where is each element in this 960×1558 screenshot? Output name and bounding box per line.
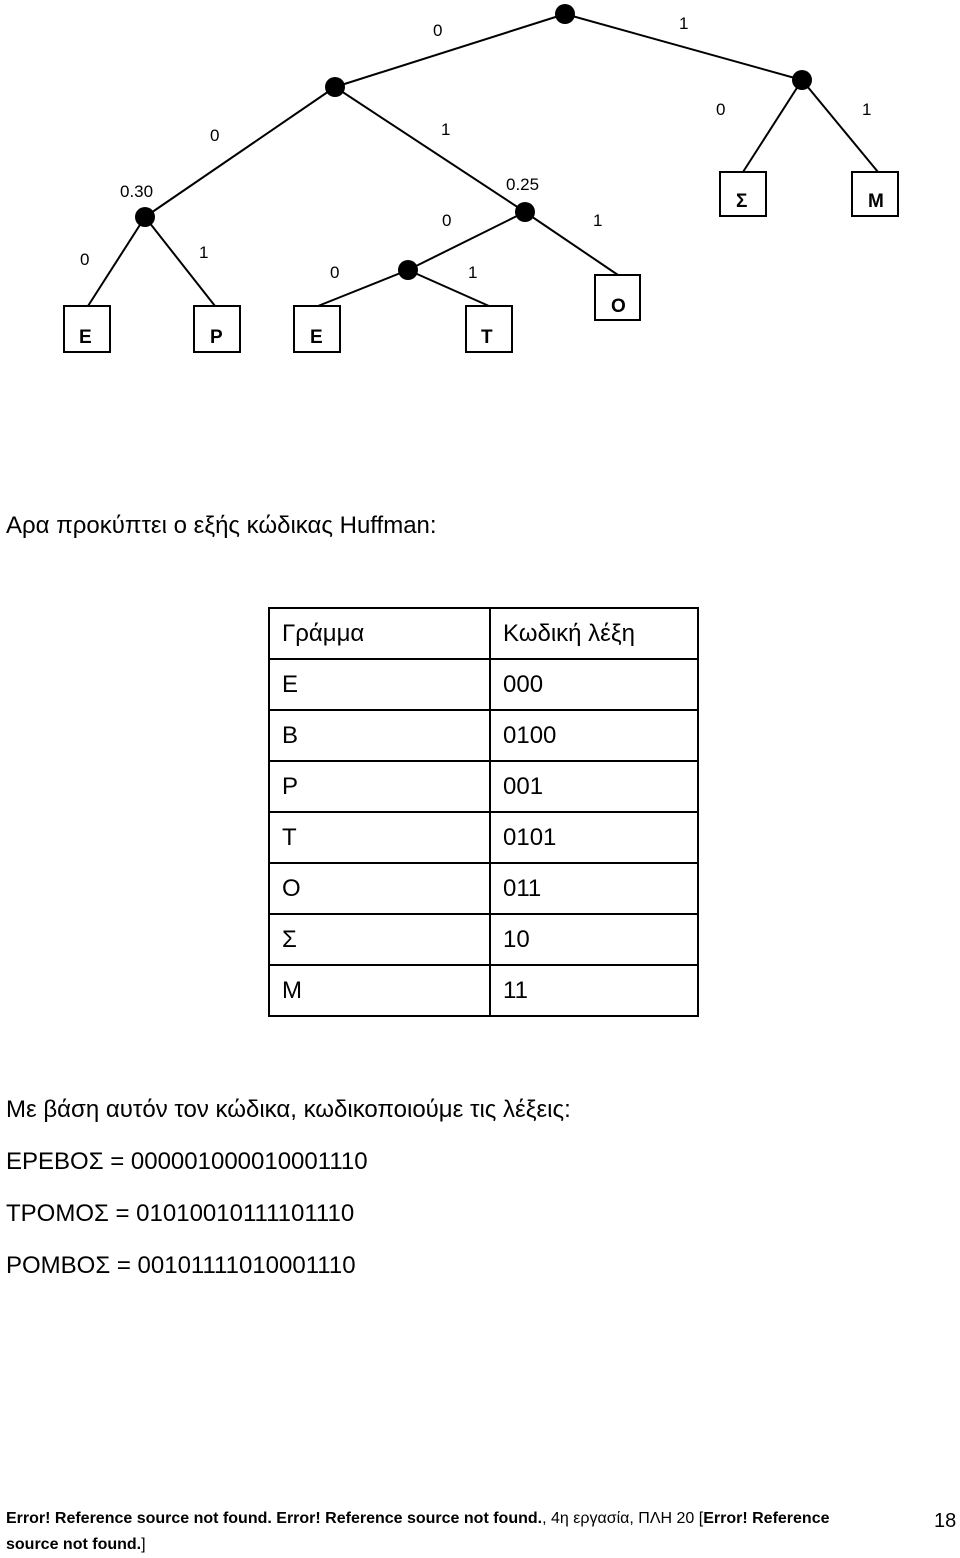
table-cell-code: 011 xyxy=(490,863,698,914)
table-header-row xyxy=(269,608,698,659)
leaf-label: Ε xyxy=(310,327,323,348)
table-row xyxy=(269,761,698,812)
edge-labels xyxy=(80,14,871,282)
leaf-label: Ρ xyxy=(210,327,223,348)
edge-label: 1 xyxy=(199,243,209,262)
edge-r-left xyxy=(743,80,802,172)
node-right xyxy=(792,70,812,90)
leaf-label: Σ xyxy=(736,191,748,212)
table-header-codeword: Κωδική λέξη xyxy=(490,608,698,659)
page-footer xyxy=(6,1506,866,1558)
edge-root-left xyxy=(335,14,565,87)
edge-label: 1 xyxy=(441,120,451,139)
table-cell-letter: Σ xyxy=(269,914,490,965)
table-row xyxy=(269,914,698,965)
leaf-label: Ο xyxy=(611,296,626,317)
edge-label: 0 xyxy=(210,126,220,145)
footer-reference-error: Error! Reference source not found. Error! Reference source not found. xyxy=(6,1510,543,1527)
encoding-line: ΤΡΟΜΟΣ = 01010010111101110 xyxy=(6,1200,355,1227)
edge-label: 1 xyxy=(679,14,689,33)
edge-l-left xyxy=(145,87,335,217)
node-030 xyxy=(135,207,155,227)
huffman-code-table xyxy=(268,607,699,1017)
table-cell-code: 11 xyxy=(490,965,698,1016)
node-bt xyxy=(398,260,418,280)
table-header-letter: Γράμμα xyxy=(269,608,490,659)
table-row xyxy=(269,659,698,710)
footer-course-info: , 4η εργασία, ΠΛΗ 20 [ xyxy=(542,1510,704,1527)
edge-label: 1 xyxy=(593,211,603,230)
edge-label: 0 xyxy=(80,250,90,269)
node-root xyxy=(555,4,575,24)
edge-label: 0 xyxy=(433,21,443,40)
leaf-label: Μ xyxy=(868,191,884,212)
encoding-line: ΕΡΕΒΟΣ = 000001000010001110 xyxy=(6,1148,368,1175)
table-cell-letter: Τ xyxy=(269,812,490,863)
table-cell-code: 10 xyxy=(490,914,698,965)
tree-edges xyxy=(88,14,878,306)
table-cell-code: 000 xyxy=(490,659,698,710)
table-row xyxy=(269,812,698,863)
internal-label-030: 0.30 xyxy=(120,182,154,201)
table-cell-letter: Ρ xyxy=(269,761,490,812)
table-cell-code: 001 xyxy=(490,761,698,812)
node-025 xyxy=(515,202,535,222)
leaf-label: Ε xyxy=(79,327,92,348)
internal-label-025: 0.25 xyxy=(506,175,540,194)
leaf-label: Τ xyxy=(481,327,493,348)
table-row xyxy=(269,965,698,1016)
table-cell-letter: Ο xyxy=(269,863,490,914)
table-row xyxy=(269,863,698,914)
intro-text: Αρα προκύπτει ο εξής κώδικας Huffman: xyxy=(6,512,437,539)
table-cell-letter: Ε xyxy=(269,659,490,710)
edge-label: 1 xyxy=(862,100,872,119)
edge-l-right xyxy=(335,87,525,212)
footer-bracket: ] xyxy=(141,1536,146,1553)
edge-label: 0 xyxy=(442,211,452,230)
edge-n30-left xyxy=(88,217,145,306)
table-cell-letter: Μ xyxy=(269,965,490,1016)
encoding-line: ΡΟΜΒΟΣ = 00101111010001110 xyxy=(6,1252,356,1279)
table-row xyxy=(269,710,698,761)
edge-label: 0 xyxy=(330,263,340,282)
table-cell-code: 0101 xyxy=(490,812,698,863)
huffman-tree xyxy=(0,0,960,360)
edge-label: 1 xyxy=(468,263,478,282)
node-left xyxy=(325,77,345,97)
encode-intro-text: Με βάση αυτόν τον κώδικα, κωδικοποιούμε τις λέξεις: xyxy=(6,1096,571,1123)
table-cell-code: 0100 xyxy=(490,710,698,761)
leaf-boxes xyxy=(64,172,898,352)
footer-reference-error: Error! Reference source not found. xyxy=(6,1510,830,1553)
edge-label: 0 xyxy=(716,100,726,119)
page-number: 18 xyxy=(934,1510,957,1532)
edge-n25-left xyxy=(408,212,525,270)
edge-n25-right xyxy=(525,212,618,275)
edge-r-right xyxy=(802,80,878,172)
table-cell-letter: Β xyxy=(269,710,490,761)
